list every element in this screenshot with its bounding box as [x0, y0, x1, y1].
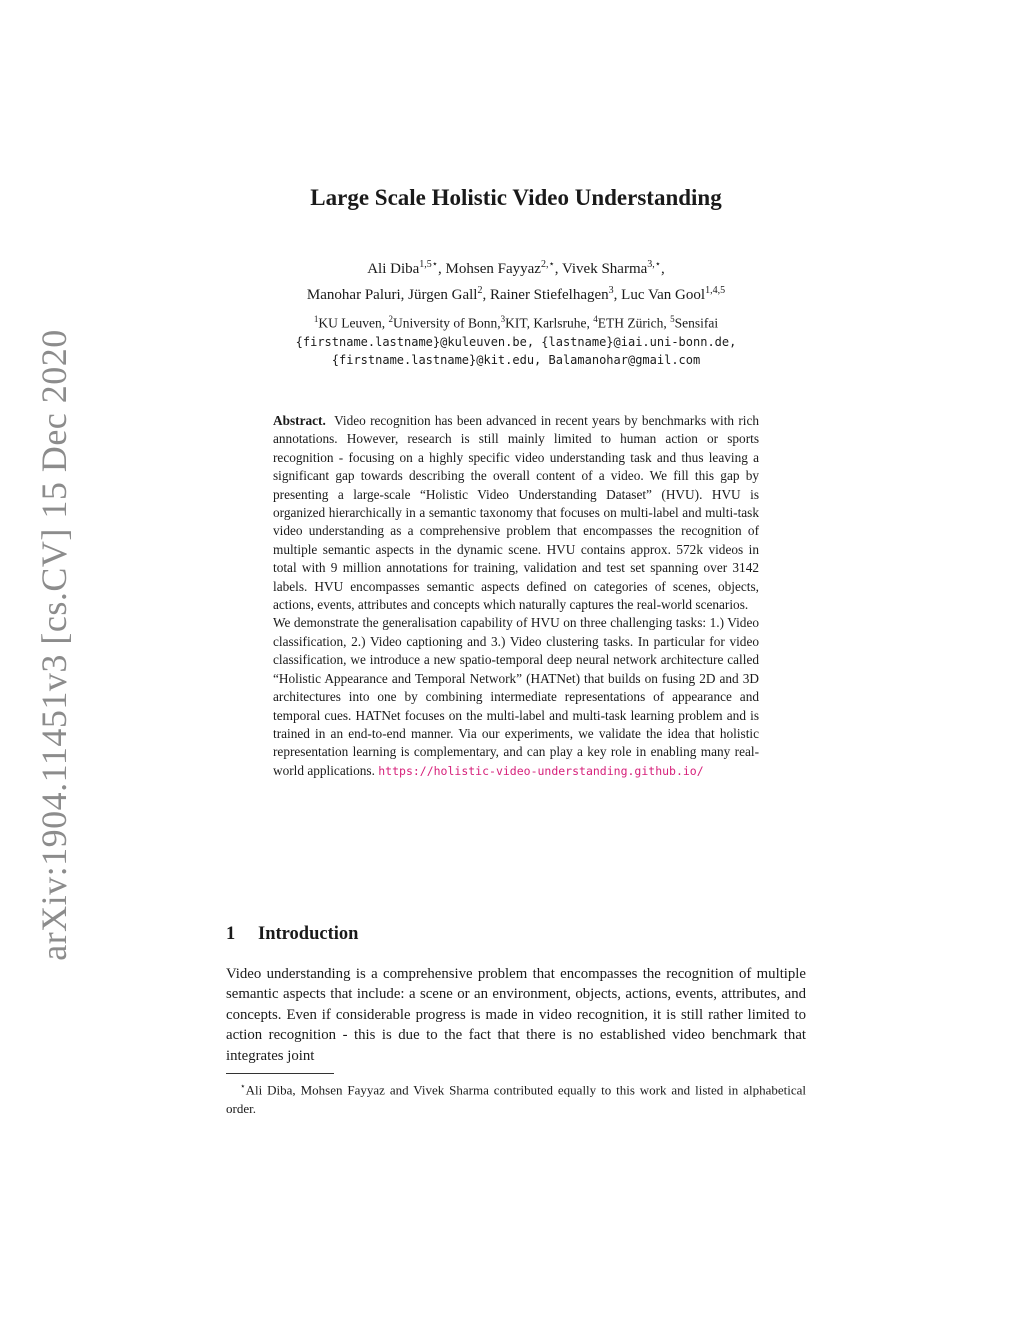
footnote-divider	[226, 1073, 334, 1074]
project-url-link[interactable]: https://holistic-video-understanding.github.io/	[378, 763, 704, 778]
affil-sup: 3	[500, 314, 506, 324]
email-line-2: {firstname.lastname}@kit.edu, Balamanohar@gmail.com	[331, 352, 701, 367]
institution: Sensifai	[674, 315, 719, 331]
abstract-paragraph-2	[273, 614, 759, 780]
author-name: Rainer Stiefelhagen	[489, 287, 609, 303]
author-line-1: Ali Diba$^{1,5⋆}$, Mohsen Fayyaz$^{2,⋆}$, Vivek Sharma$^{3,⋆}$,	[367, 259, 665, 277]
section-number: 1	[226, 924, 236, 944]
abstract-paragraph-1	[273, 412, 759, 614]
section-heading	[226, 924, 358, 945]
author-name: Vivek Sharma	[561, 261, 648, 277]
institution: KIT, Karlsruhe,	[505, 315, 590, 331]
section-title: Introduction	[258, 924, 359, 944]
affiliations	[226, 310, 806, 369]
abstract-text: Video recognition has been advanced in recent years by benchmarks with rich annotations. However, research is still mainly limited to human action or sports recognition - focusing on a highly specific video understanding task and thus leaving a significant gap towards describing the overall content of a video. We fill this gap by presenting a large-scale “Holistic Video Understanding Dataset” (HVU). HVU is organized hierarchically in a semantic taxonomy that focuses on multi-label and multi-task video understanding as a comprehensive problem that encompasses the recognition of multiple semantic aspects in the dynamic scene. HVU contains approx. 572k videos in total with 9 million annotations for training, validation and test set spanning over 3142 labels. HVU encompasses semantic aspects defined on categories of scenes, objects, actions, events, attributes and concepts which naturally captures the real-world scenarios.	[273, 413, 759, 613]
affil-sup: 4	[593, 314, 598, 324]
footnote-text: Ali Diba, Mohsen Fayyaz and Vivek Sharma contributed equally to this work and listed in alphabetical order.	[226, 1082, 806, 1116]
institution: ETH Zürich,	[597, 315, 667, 331]
author-name: Luc Van Gool	[621, 287, 706, 303]
author-name: Jürgen Gall	[408, 287, 478, 303]
institution: KU Leuven,	[318, 315, 386, 331]
abstract-text: We demonstrate the generalisation capability of HVU on three challenging tasks: 1.) Video classification, 2.) Video captioning and 3.) Video clustering tasks. In particular for video classification, we introduce a new spatio-temporal deep neural network architecture called “Holistic Appearance and Temporal Network” (HATNet) that builds on fusing 2D and 3D architectures into one by combining intermediate representations of appearance and temporal cues. HATNet focuses on the multi-label and multi-task learning problem and is trained in an end-to-end manner. Via our experiments, we validate the idea that holistic representation learning is complementary, and can play a key role in enabling many real-world applications.	[273, 615, 759, 778]
author-affil-sup: 3	[608, 285, 614, 296]
intro-paragraph: Video understanding is a comprehensive problem that encompasses the recognition of multiple semantic aspects that include: a scene or an environment, objects, actions, events, attributes, and concepts. Even if considerable progress is made in video recognition, it is still rather limited to action recognition - this is due to the fact that there is no established video benchmark that integrates joint	[226, 966, 806, 1064]
email-line-1: {firstname.lastname}@kuleuven.be, {lastname}@iai.uni-bonn.de,	[295, 334, 737, 349]
author-name: Mohsen Fayyaz	[445, 261, 541, 277]
affil-sup: 5	[670, 314, 675, 324]
author-name: Ali Diba	[367, 261, 420, 277]
author-name: Manohar Paluri	[306, 287, 401, 303]
paper-title: Large Scale Holistic Video Understanding	[310, 185, 722, 210]
institution: University of Bonn,	[392, 315, 501, 331]
institution-line	[226, 310, 806, 333]
author-affil-sup: 2,⋆	[540, 259, 555, 270]
author-affil-sup: 1,4,5	[705, 285, 726, 296]
abstract-label: Abstract.	[273, 413, 326, 428]
affil-sup: 2	[388, 314, 393, 324]
affil-sup: 1	[313, 314, 319, 324]
arxiv-identifier: arXiv:1904.11451v3 [cs.CV] 15 Dec 2020	[34, 329, 74, 961]
author-affil-sup: 1,5⋆	[419, 259, 439, 270]
author-affil-sup: 2	[477, 285, 483, 296]
author-line-2: Manohar Paluri, Jürgen Gall$^2$, Rainer Stiefelhagen$^3$, Luc Van Gool$^{1,4,5}$	[306, 285, 726, 303]
abstract	[273, 412, 759, 780]
author-list	[226, 254, 806, 306]
author-affil-sup: 3,⋆	[647, 259, 662, 270]
footnote-marker: ⋆	[240, 1081, 246, 1091]
footnote	[226, 1077, 806, 1118]
